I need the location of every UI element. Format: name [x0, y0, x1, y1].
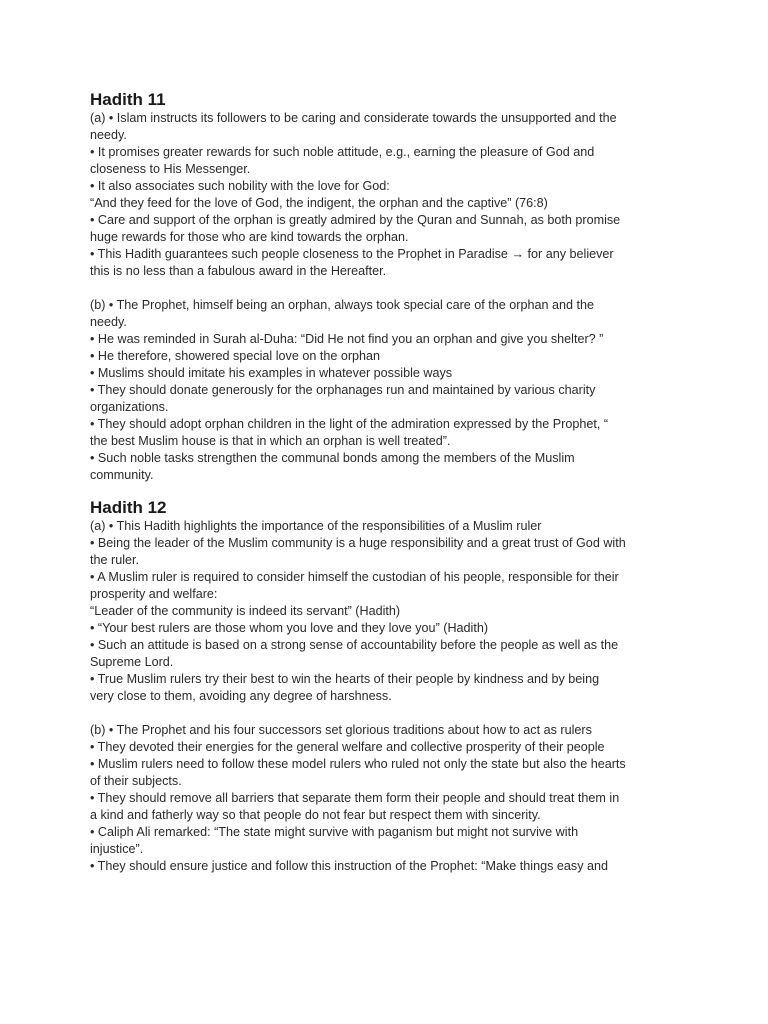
text-line: “Leader of the community is indeed its servant” (Hadith)	[90, 604, 401, 618]
text-line: (b) • The Prophet and his four successors set glorious traditions about how to act as rulers	[90, 723, 592, 737]
text-line: prosperity and welfare:	[90, 587, 218, 601]
paragraph-a	[90, 518, 680, 705]
text-line: • It also associates such nobility with the love for God:	[90, 179, 390, 193]
text-line: • Care and support of the orphan is greatly admired by the Quran and Sunnah, as both promise	[90, 213, 621, 227]
text-line: of their subjects.	[90, 774, 182, 788]
text-line: • They should ensure justice and follow this instruction of the Prophet: “Make things easy and	[90, 859, 609, 873]
text-line: • Such noble tasks strengthen the communal bonds among the members of the Muslim	[90, 451, 575, 465]
text-line: the best Muslim house is that in which an orphan is well treated”.	[90, 434, 451, 448]
text-line: (b) • The Prophet, himself being an orphan, always took special care of the orphan and the	[90, 298, 595, 312]
spacer	[90, 484, 680, 498]
text-line: • True Muslim rulers try their best to win the hearts of their people by kindness and by being	[90, 672, 600, 686]
text-line: this is no less than a fabulous award in the Hereafter.	[90, 264, 387, 278]
spacer	[90, 705, 680, 722]
text-line: a kind and fatherly way so that people do not fear but respect them with sincerity.	[90, 808, 541, 822]
paragraph-a	[90, 110, 680, 280]
text-line: (a) • Islam instructs its followers to be caring and considerate towards the unsupported and the	[90, 111, 617, 125]
text-line: • They should adopt orphan children in the light of the admiration expressed by the Prophet, “	[90, 417, 609, 431]
text-line: Supreme Lord.	[90, 655, 174, 669]
text-line: • It promises greater rewards for such noble attitude, e.g., earning the pleasure of God and	[90, 145, 595, 159]
text-line: • He was reminded in Surah al-Duha: “Did He not find you an orphan and give you shelter? ”	[90, 332, 604, 346]
text-line: community.	[90, 468, 154, 482]
text-line: (a) • This Hadith highlights the importance of the responsibilities of a Muslim ruler	[90, 519, 542, 533]
text-line: • They devoted their energies for the general welfare and collective prosperity of their people	[90, 740, 605, 754]
text-line: needy.	[90, 315, 127, 329]
text-line: • He therefore, showered special love on the orphan	[90, 349, 381, 363]
paragraph-b	[90, 722, 680, 875]
text-line: • This Hadith guarantees such people closeness to the Prophet in Paradise → for any believer	[90, 247, 614, 261]
text-line: injustice”.	[90, 842, 144, 856]
text-line: the ruler.	[90, 553, 140, 567]
text-line: • They should donate generously for the orphanages run and maintained by various charity	[90, 383, 596, 397]
text-line: huge rewards for those who are kind towards the orphan.	[90, 230, 409, 244]
text-line: very close to them, avoiding any degree of harshness.	[90, 689, 392, 703]
section-heading: Hadith 11	[90, 90, 166, 109]
text-line: • A Muslim ruler is required to consider himself the custodian of his people, responsible for their	[90, 570, 619, 584]
section-heading: Hadith 12	[90, 498, 167, 517]
text-line: organizations.	[90, 400, 169, 414]
text-line: • Such an attitude is based on a strong sense of accountability before the people as well as the	[90, 638, 619, 652]
text-line: needy.	[90, 128, 127, 142]
text-line: • Caliph Ali remarked: “The state might survive with paganism but might not survive with	[90, 825, 579, 839]
text-line: • Being the leader of the Muslim community is a huge responsibility and a great trust of God with	[90, 536, 626, 550]
document-page	[90, 90, 680, 875]
text-line: “And they feed for the love of God, the indigent, the orphan and the captive” (76:8)	[90, 196, 548, 210]
text-line: • Muslims should imitate his examples in whatever possible ways	[90, 366, 453, 380]
text-line: closeness to His Messenger.	[90, 162, 251, 176]
text-line: • Muslim rulers need to follow these model rulers who ruled not only the state but also the hearts	[90, 757, 626, 771]
text-line: • They should remove all barriers that separate them form their people and should treat them in	[90, 791, 620, 805]
text-line: • “Your best rulers are those whom you love and they love you” (Hadith)	[90, 621, 489, 635]
paragraph-b	[90, 297, 680, 484]
spacer	[90, 280, 680, 297]
